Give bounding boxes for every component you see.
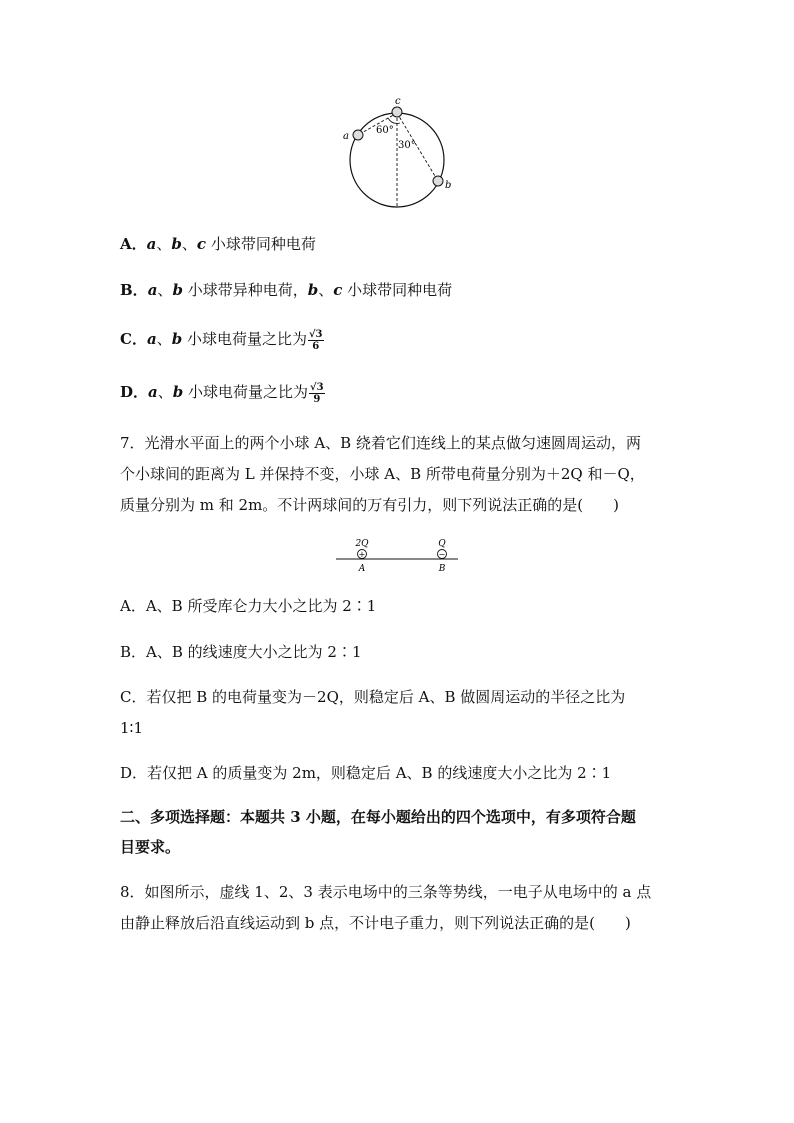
q7-stem-line2: 个小球间的距离为 L 并保持不变，小球 A、B 所带电荷量分别为＋2Q 和－Q， xyxy=(120,465,645,483)
charge-a-value: 2Q xyxy=(355,539,369,549)
ball-b xyxy=(433,176,443,186)
ball-a xyxy=(353,130,363,140)
q7-option-b[interactable]: B．A、B 的线速度大小之比为 2∶1 xyxy=(120,643,362,661)
q6-option-b[interactable]: B．a、b 小球带异种电荷，b、c 小球带同种电荷 xyxy=(120,281,453,299)
label-a: a xyxy=(343,131,349,142)
label-b: b xyxy=(445,180,452,191)
q7-stem-line3: 质量分别为 m 和 2m。不计两球间的万有引力，则下列说法正确的是( ) xyxy=(120,496,620,514)
q7-option-a[interactable]: A．A、B 所受库仑力大小之比为 2∶1 xyxy=(120,597,377,615)
q6-option-d[interactable]: D．a、b 小球电荷量之比为 $\frac{√3}{9}$ xyxy=(120,381,324,405)
label-B: B xyxy=(438,564,446,574)
q8-stem-line2: 由静止释放后沿直线运动到 b 点，不计电子重力，则下列说法正确的是( ) xyxy=(120,914,631,932)
charge-a-sign: + xyxy=(358,550,366,559)
q8-stem-line1: 8．如图所示，虚线 1、2、3 表示电场中的三条等势线，一电子从电场中的 a 点 xyxy=(120,883,652,901)
q6-option-a[interactable]: A．a、b、c 小球带同种电荷 xyxy=(120,235,316,253)
two-charge-figure xyxy=(330,536,470,576)
label-c: c xyxy=(395,96,401,107)
circle-figure xyxy=(330,95,470,215)
charge-b-sign: − xyxy=(438,550,446,559)
fraction-sqrt3-over-6: $\frac{√3}{6}$ xyxy=(308,328,323,352)
section2-heading-line1: 二、多项选择题：本题共 3 小题，在每小题给出的四个选项中，有多项符合题 xyxy=(120,808,636,826)
q6-option-c[interactable]: C．a、b 小球电荷量之比为 $\frac{√3}{6}$ xyxy=(120,328,323,352)
fraction-sqrt3-over-9: $\frac{√3}{9}$ xyxy=(310,381,324,405)
angle-label-30: 30° xyxy=(398,140,416,151)
section2-heading-line2: 目要求。 xyxy=(120,838,181,856)
ball-c xyxy=(392,107,402,117)
q7-option-c-cont[interactable]: 1∶1 xyxy=(120,719,143,737)
q7-option-c[interactable]: C．若仅把 B 的电荷量变为－2Q，则稳定后 A、B 做圆周运动的半径之比为 xyxy=(120,688,626,706)
q7-stem-line1: 7．光滑水平面上的两个小球 A、B 绕着它们连线上的某点做匀速圆周运动，两 xyxy=(120,434,641,452)
angle-label-60: 60° xyxy=(376,125,394,136)
q7-option-d[interactable]: D．若仅把 A 的质量变为 2m，则稳定后 A、B 的线速度大小之比为 2∶1 xyxy=(120,764,612,782)
charge-b-value: Q xyxy=(438,539,446,549)
angle-arc-60 xyxy=(388,118,400,123)
label-A: A xyxy=(358,564,366,574)
